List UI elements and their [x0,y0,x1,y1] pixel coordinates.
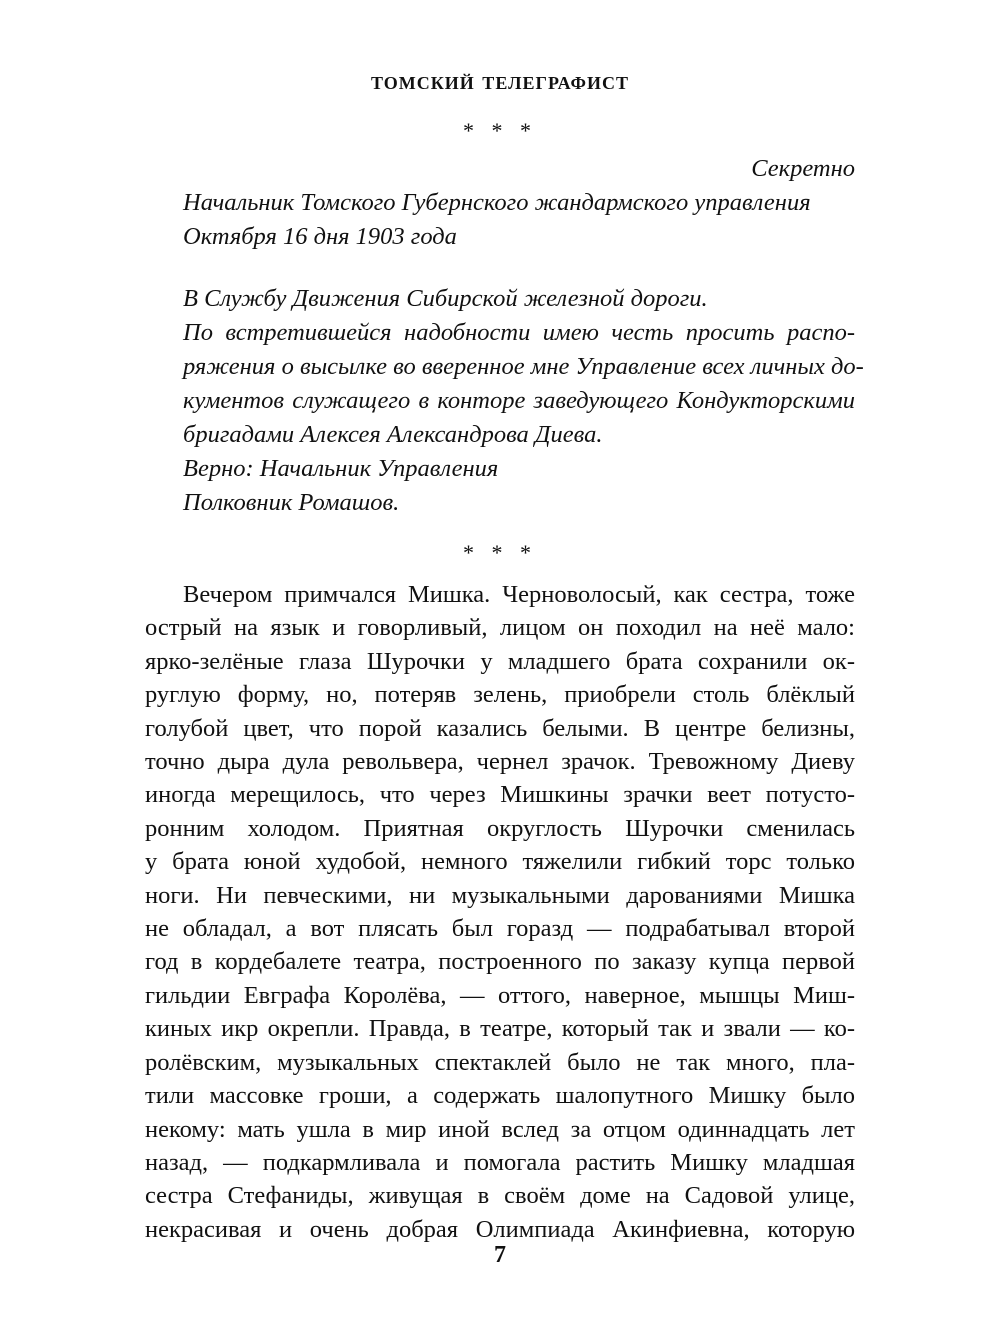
prose-line: Вечером примчался Мишка. Черноволосый, как сестра, тоже [183,581,855,608]
document-classification: Секретно [751,155,855,182]
document-body [183,282,864,520]
document-date: Октября 16 дня 1903 года [183,223,457,250]
section-separator: * * * [463,540,537,565]
prose-paragraph [145,578,855,1246]
document-request-line: бригадами Алексея Александрова Диева. [183,421,603,448]
document-header [183,186,855,254]
prose-line: иногда мерещилось, что через Мишкины зрачки веет потусто- [145,781,855,809]
document-signature-name: Полковник Ромашов. [183,489,400,516]
document-request-line: По встретившейся надобности имею честь просить распо- [183,319,855,346]
document-sender: Начальник Томского Губернского жандармского управления [183,189,811,216]
prose-line: сестра Стефаниды, живущая в своём доме на Садовой улице, [145,1182,855,1210]
document-signature-title: Верно: Начальник Управления [183,455,499,482]
prose-line: некрасивая и очень добрая Олимпиада Акинфиевна, которую [145,1215,855,1243]
prose-line: год в кордебалете театра, построенного по заказу купца первой [145,948,855,976]
running-head: томский телеграфист [371,66,629,95]
prose-line: тили массовке гроши, а содержать шалопутного Мишку было [145,1082,855,1110]
page-number: 7 [494,1242,506,1268]
section-separator: * * * [463,118,537,143]
prose-line: ноги. Ни певческими, ни музыкальными дарованиями Мишка [145,881,855,909]
prose-line: некому: мать ушла в мир иной вслед за отцом одиннадцать лет [145,1115,855,1143]
prose-line: ролёвским, музыкальных спектаклей было не так много, пла- [145,1048,855,1076]
prose-line: назад, — подкармливала и помогала растить Мишку младшая [145,1148,855,1176]
prose-line: у брата юной худобой, немного тяжелили гибкий торс только [145,848,855,876]
document-request-line: кументов служащего в конторе заведующего Кондукторскими [183,387,855,414]
prose-line: голубой цвет, что порой казались белыми. В центре белизны, [145,714,855,742]
prose-line: гильдии Евграфа Королёва, — оттого, наверное, мышцы Миш- [145,981,855,1009]
prose-line: острый на язык и говорливый, лицом он походил на неё мало: [145,614,855,642]
prose-line: ярко-зелёные глаза Шурочки у младшего брата сохранили ок- [145,647,855,675]
prose-line: не обладал, а вот плясать был горазд — подрабатывал второй [145,915,855,943]
prose-line: киных икр окрепли. Правда, в театре, который так и звали — ко- [145,1015,855,1043]
document-request-line: ряжения о высылке во вверенное мне Управление всех личных до- [183,353,864,380]
document-addressee: В Службу Движения Сибирской железной дороги. [183,285,708,312]
prose-line: точно дыра дула револьвера, чернел зрачок. Тревожному Диеву [145,748,855,776]
prose-line: руглую форму, но, потеряв зелень, приобрели столь блёклый [145,681,855,709]
prose-line: ронним холодом. Приятная округлость Шурочки сменилась [145,814,855,842]
